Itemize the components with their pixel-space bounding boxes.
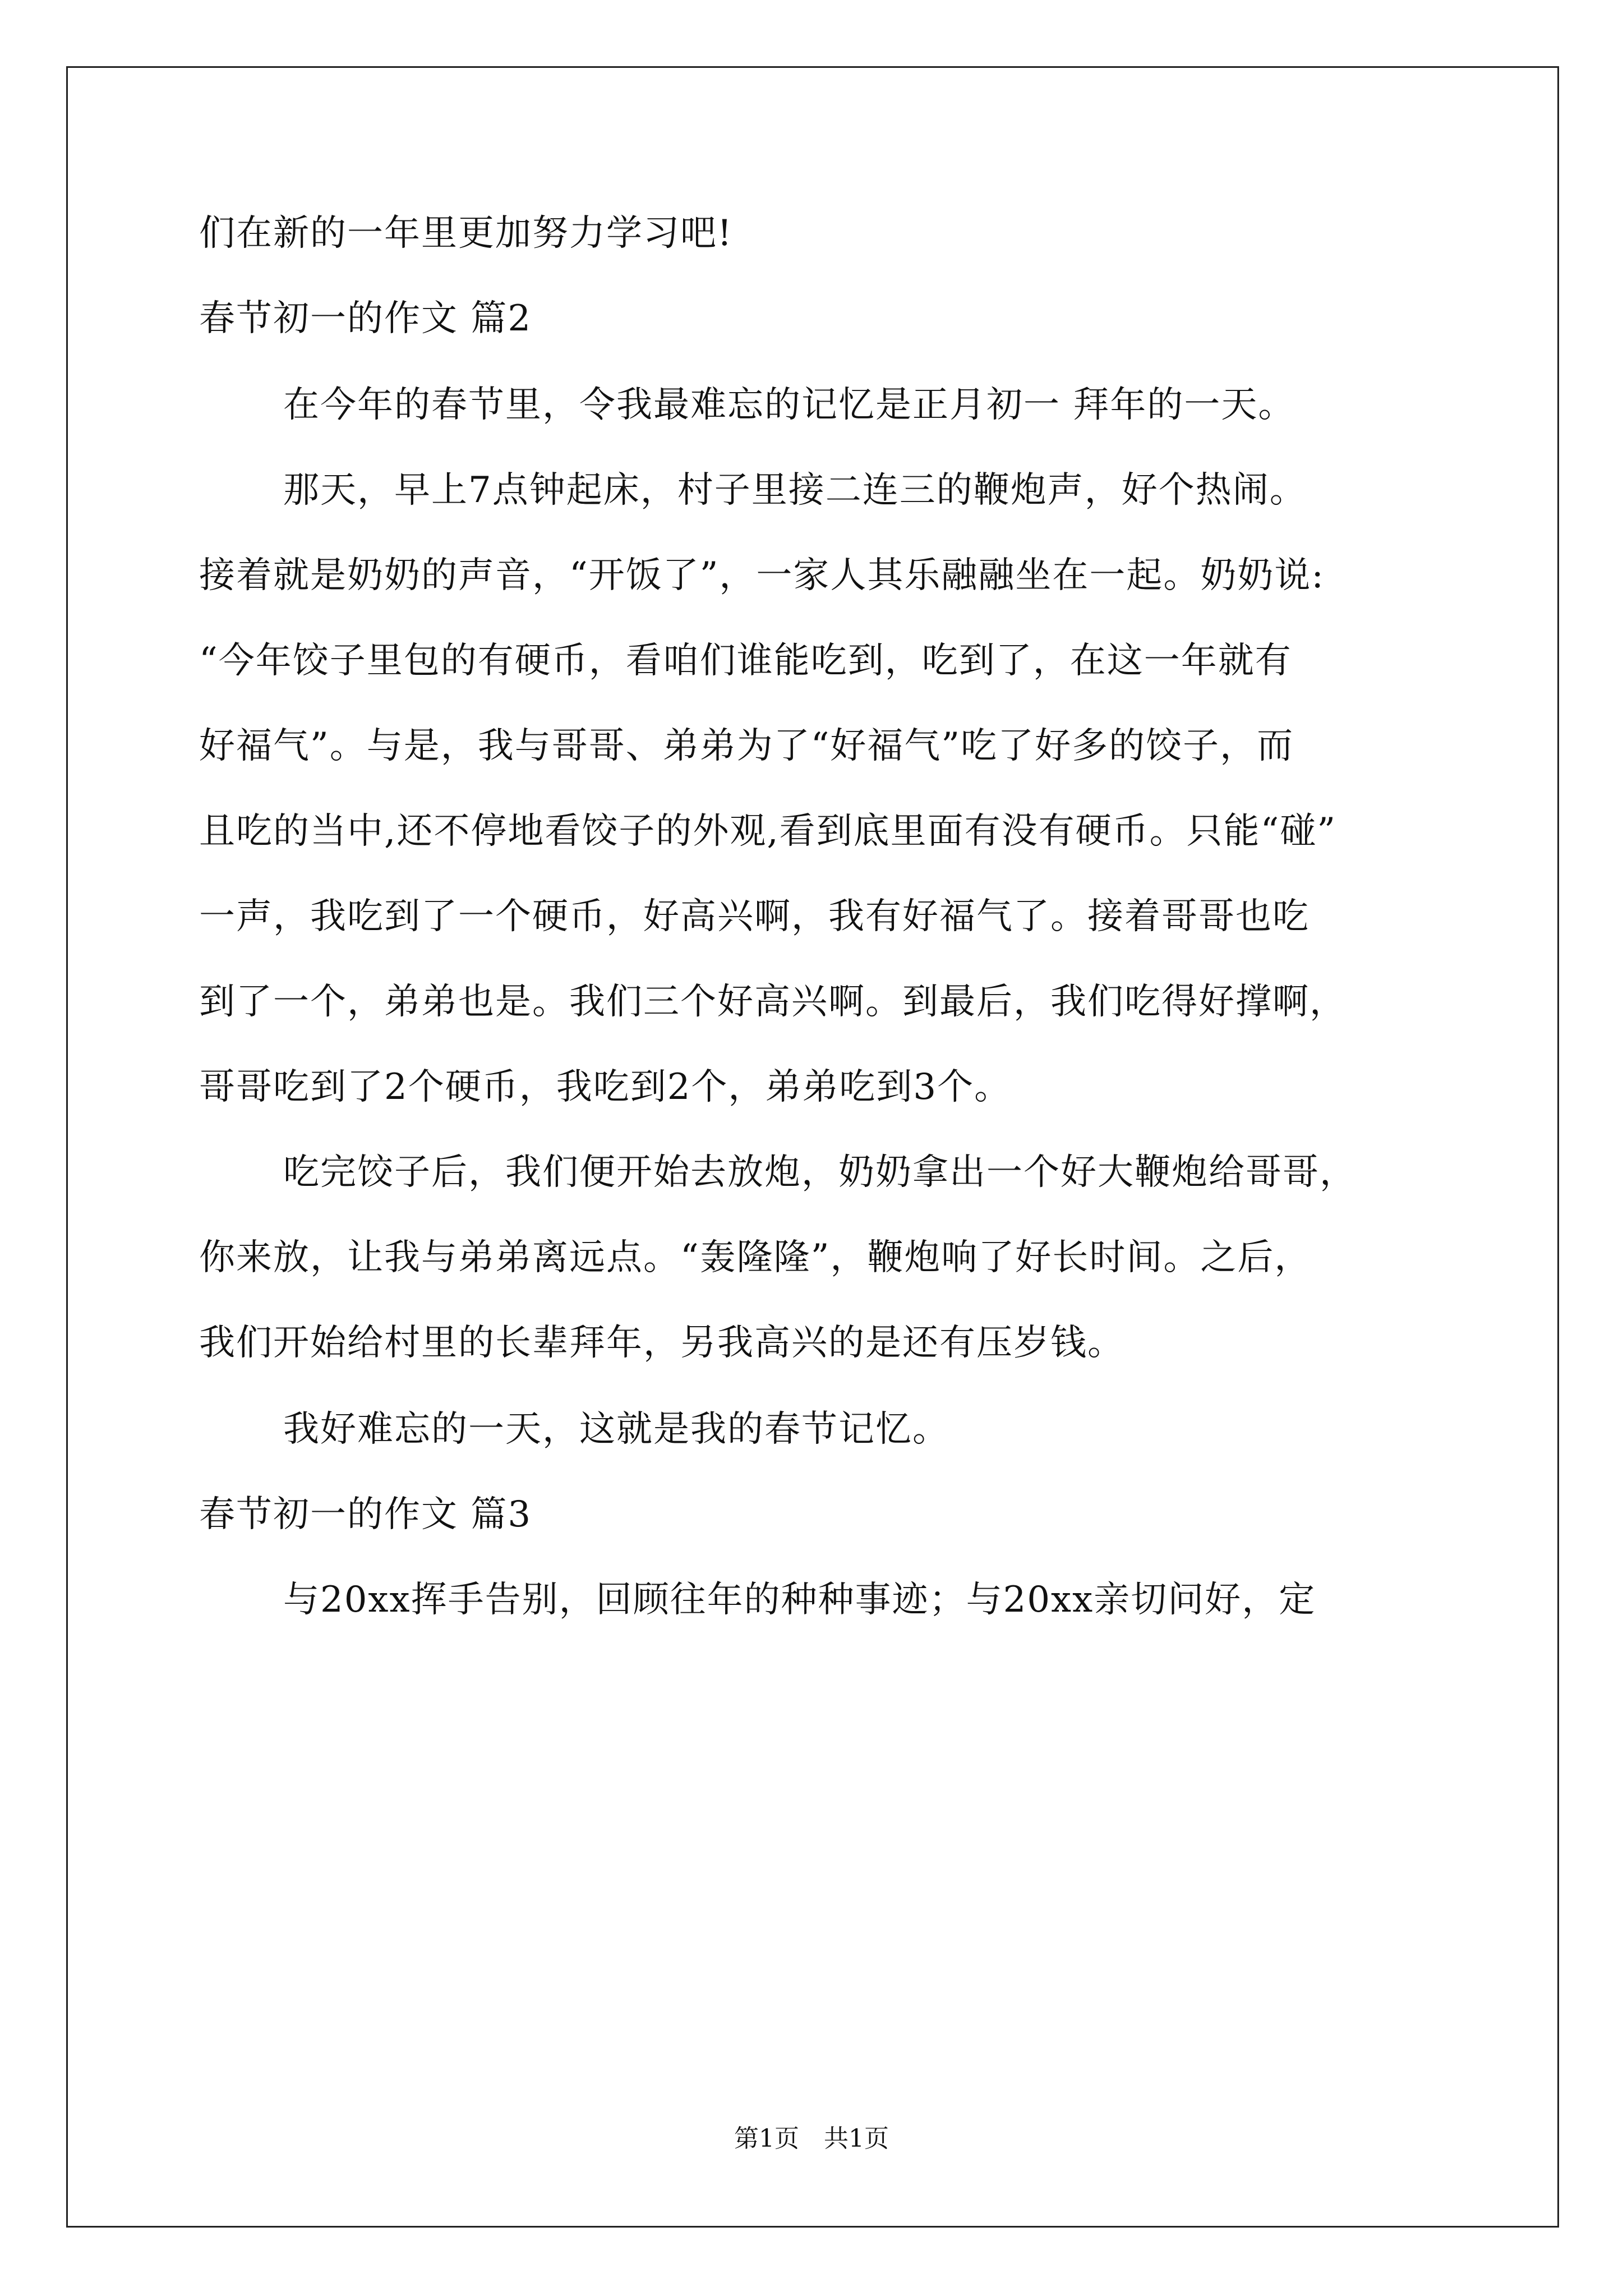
body-line: 哥哥吃到了2个硬币，我吃到2个，弟弟吃到3个。 xyxy=(199,1066,1012,1108)
body-line: 我好难忘的一天，这就是我的春节记忆。 xyxy=(283,1409,949,1450)
body-line: 我们开始给村里的长辈拜年，另我高兴的是还有压岁钱。 xyxy=(199,1322,1124,1364)
body-line: 一声，我吃到了一个硬币，好高兴啊，我有好福气了。接着哥哥也吃 xyxy=(199,896,1310,937)
body-line: 到了一个，弟弟也是。我们三个好高兴啊。到最后，我们吃得好撑啊， xyxy=(199,981,1347,1023)
page-footer: 第1页 共1页 xyxy=(734,2124,889,2153)
section-heading: 春节初一的作文 篇3 xyxy=(199,1494,532,1535)
body-line: 好福气”。与是，我与哥哥、弟弟为了“好福气”吃了好多的饺子，而 xyxy=(199,725,1294,767)
section-heading: 春节初一的作文 篇2 xyxy=(199,298,532,339)
body-line: 且吃的当中,还不停地看饺子的外观,看到底里面有没有硬币。只能“碰” xyxy=(199,811,1337,852)
body-line: 接着就是奶奶的声音，“开饭了”，一家人其乐融融坐在一起。奶奶说: xyxy=(199,555,1325,596)
body-line: 吃完饺子后，我们便开始去放炮，奶奶拿出一个好大鞭炮给哥哥， xyxy=(283,1152,1357,1193)
body-line: 那天，早上7点钟起床，村子里接二连三的鞭炮声，好个热闹。 xyxy=(283,470,1307,511)
body-line: “今年饺子里包的有硬币，看咱们谁能吃到，吃到了，在这一年就有 xyxy=(199,640,1292,682)
body-line: 与20xx挥手告别，回顾往年的种种事迹；与20xx亲切问好，定 xyxy=(283,1579,1316,1621)
body-line: 们在新的一年里更加努力学习吧! xyxy=(199,213,733,254)
body-line: 你来放，让我与弟弟离远点。“轰隆隆”，鞭炮响了好长时间。之后， xyxy=(199,1237,1312,1278)
body-line: 在今年的春节里，令我最难忘的记忆是正月初一 拜年的一天。 xyxy=(283,384,1295,426)
